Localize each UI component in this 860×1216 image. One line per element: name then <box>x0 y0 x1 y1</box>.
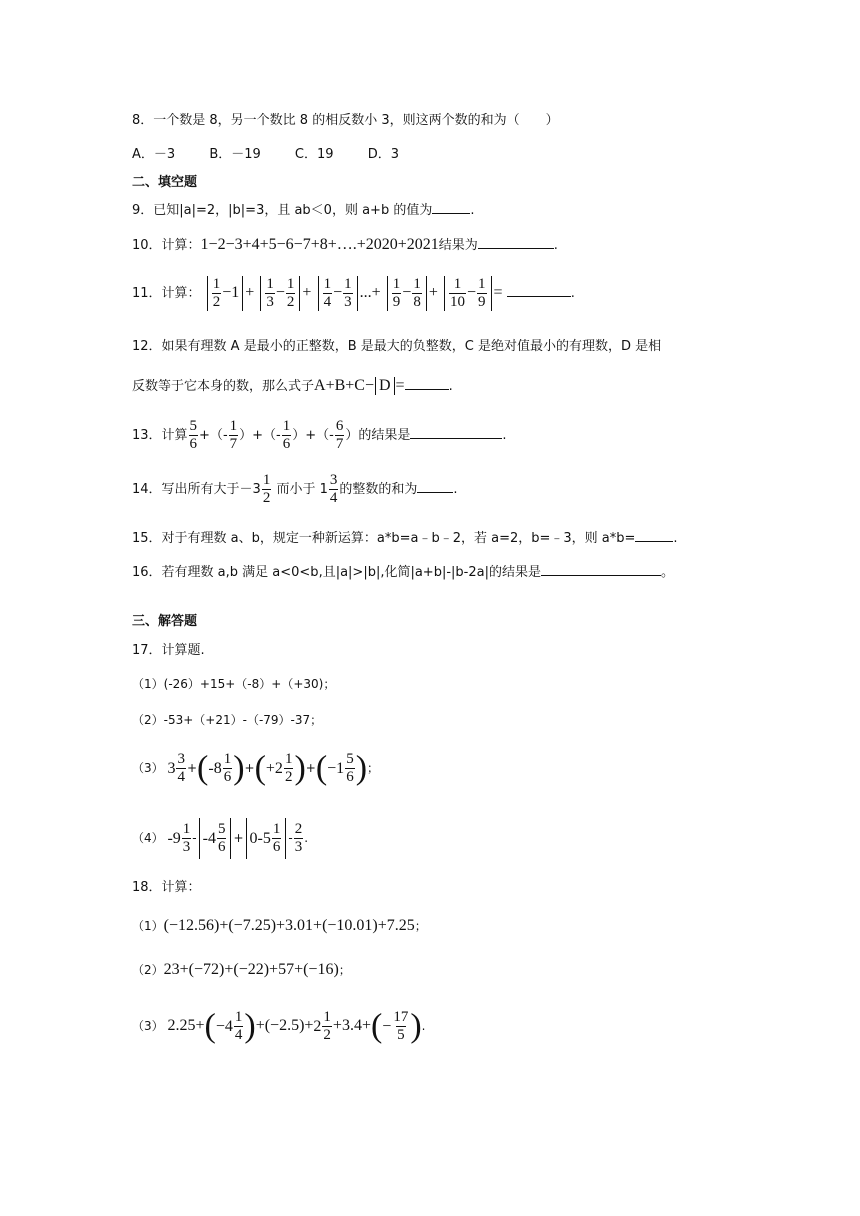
answer-blank <box>405 376 449 390</box>
question-18-part3: （3） 2.25+(−4 $\frac{1}{4}$ )+(−2.5)+2 $\frac{1}{2}$ +3.4+(− $\frac{17}{5}$ ). <box>132 1007 426 1045</box>
question-14: 14．写出所有大于－3 $\frac{1}{2}$ 而小于 1 $\frac{3}{4}$ 的整数的和为 . <box>132 472 458 506</box>
question-16: 16．若有理数 a,b 满足 a<0<b,且|a|>|b|,化简|a+b|-|b-2a|的结果是 。 <box>132 562 674 583</box>
question-8: 8．一个数是 8，另一个数比 8 的相反数小 3，则这两个数的和为（ ） <box>132 113 559 128</box>
question-17-title: 17．计算题. <box>132 643 205 658</box>
section-heading-fill-blank: 二、填空题 <box>132 175 198 190</box>
abs-term: $\frac{1}{9}$ − $\frac{1}{8}$ <box>387 276 427 311</box>
answer-blank <box>478 235 554 249</box>
abs-term: $\frac{1}{3}$ − $\frac{1}{2}$ <box>260 276 300 311</box>
question-15: 15．对于有理数 a、b，规定一种新运算：a*b=a﹣b﹣2，若 a=2，b=﹣3，则 a*b= . <box>132 528 678 549</box>
question-11: 11．计算： $\frac{1}{2}$ −1 + $\frac{1}{3}$ − $\frac{1}{2}$ + $\frac{1}{4}$ − $\frac{1}{3}$ ...+ $\frac{1}{9}$ − $\frac{1}{8}$ + $\frac{1}{10}$ − $\frac{1}{9}$ = . <box>132 276 575 310</box>
question-12-line2: 反数等于它本身的数，那么式子A+B+C− D = . <box>132 377 453 394</box>
question-17-part4: （4） -9 $\frac{1}{3}$ - -4 $\frac{5}{6}$ + 0-5 $\frac{1}{6}$ - $\frac{2}{3}$ . <box>132 818 308 859</box>
answer-blank <box>417 479 453 493</box>
answer-blank <box>635 528 673 542</box>
abs-term: $\frac{1}{2}$ −1 <box>207 276 244 311</box>
question-9: 9．已知|a|=2，|b|=3，且 ab＜0，则 a+b 的值为 . <box>132 200 474 221</box>
section-heading-solve: 三、解答题 <box>132 614 198 629</box>
answer-blank <box>410 425 502 439</box>
answer-blank <box>541 562 661 576</box>
question-12-line1: 12．如果有理数 A 是最小的正整数，B 是最大的负整数，C 是绝对值最小的有理数，D 是相 <box>132 339 662 354</box>
abs-term: $\frac{1}{4}$ − $\frac{1}{3}$ <box>318 276 358 311</box>
option-a: A．－3 <box>132 147 176 162</box>
question-18-part2: （2）23+(−72)+(−22)+57+(−16)； <box>132 961 351 978</box>
option-b: B．－19 <box>209 147 261 162</box>
option-c: C．19 <box>294 147 334 162</box>
question-17-part2: （2）-53+（+21）-（-79）-37； <box>132 713 323 727</box>
question-18-part1: （1）(−12.56)+(−7.25)+3.01+(−10.01)+7.25； <box>132 917 427 934</box>
question-13: 13．计算 $\frac{5}{6}$ +（- $\frac{1}{7}$ ）+（- $\frac{1}{6}$ ）+（- $\frac{6}{7}$ ）的结果是 . <box>132 418 507 452</box>
answer-blank <box>507 283 571 297</box>
question-18-title: 18．计算： <box>132 880 201 895</box>
question-10: 10．计算：1−2−3+4+5−6−7+8+….+2020+2021结果为 . <box>132 236 558 253</box>
question-17-part3: （3） 3 $\frac{3}{4}$ +(-8 $\frac{1}{6}$ )+(+2 $\frac{1}{2}$ )+(−1 $\frac{5}{6}$ )； <box>132 749 380 787</box>
abs-term: $\frac{1}{10}$ − $\frac{1}{9}$ <box>444 276 492 311</box>
answer-blank <box>432 200 470 214</box>
option-d: D．3 <box>367 147 399 162</box>
question-17-part1: （1）(-26）+15+（-8）+（+30)； <box>132 677 336 691</box>
question-8-options <box>132 145 399 165</box>
